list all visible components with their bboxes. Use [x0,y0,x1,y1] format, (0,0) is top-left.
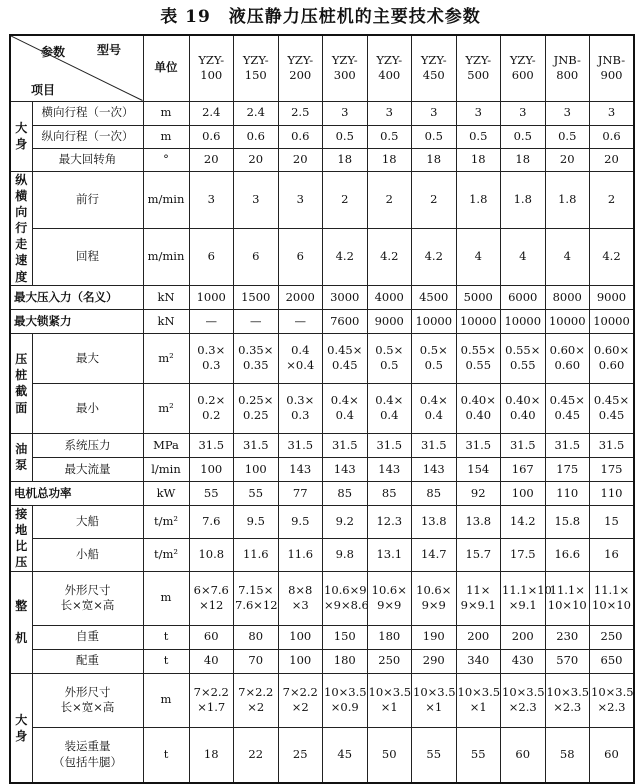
value-cell: 7.15× 7.6×12 [234,571,279,625]
header-model: YZY- 400 [367,35,412,101]
header-model-label: 型号 [97,43,122,57]
spec-table [9,34,635,784]
table-row [10,383,634,433]
value-cell: 77 [278,481,323,505]
value-cell: 10000 [590,309,635,333]
value-cell: 2 [323,171,368,228]
value-cell: 2.4 [189,101,234,125]
value-cell: 10000 [501,309,546,333]
value-cell: 0.3× 0.3 [189,333,234,383]
row-unit: l/min [143,457,189,481]
value-cell: 18 [412,148,457,171]
table-row [10,505,634,538]
header-model: YZY- 150 [234,35,279,101]
value-cell: 0.4× 0.4 [367,383,412,433]
value-cell: 10×3.5 ×1 [456,673,501,727]
value-cell: 0.45× 0.45 [323,333,368,383]
value-cell: 0.5 [501,125,546,148]
value-cell: 143 [278,457,323,481]
row-label: 电机总功率 [10,481,143,505]
value-cell: 20 [234,148,279,171]
table-row [10,171,634,228]
value-cell: 18 [367,148,412,171]
table-row [10,571,634,625]
row-unit: t [143,727,189,783]
group-label: 大 身 [10,673,32,783]
value-cell: 0.3× 0.3 [278,383,323,433]
value-cell: 10×3.5 ×2.3 [545,673,590,727]
header-model: YZY- 200 [278,35,323,101]
value-cell: 4.2 [412,228,457,285]
value-cell: 143 [323,457,368,481]
value-cell: 25 [278,727,323,783]
header-model: YZY- 300 [323,35,368,101]
value-cell: 0.45× 0.45 [590,383,635,433]
value-cell: 175 [545,457,590,481]
value-cell: 143 [367,457,412,481]
group-label: 整 机 [10,571,32,673]
value-cell: 0.60× 0.60 [545,333,590,383]
value-cell: 31.5 [412,433,457,457]
value-cell: 7×2.2 ×2 [278,673,323,727]
value-cell: 9000 [590,285,635,309]
row-unit: m² [143,383,189,433]
value-cell: 4500 [412,285,457,309]
value-cell: 55 [234,481,279,505]
value-cell: 4 [545,228,590,285]
value-cell: 31.5 [590,433,635,457]
value-cell: 14.2 [501,505,546,538]
value-cell: 10.6× 9×9 [367,571,412,625]
value-cell: 18 [189,727,234,783]
value-cell: 0.5 [545,125,590,148]
value-cell: 16 [590,538,635,571]
value-cell: 4.2 [323,228,368,285]
value-cell: 0.55× 0.55 [501,333,546,383]
value-cell: 6 [189,228,234,285]
value-cell: 0.45× 0.45 [545,383,590,433]
header-diagonal-cell [10,35,143,101]
row-label: 最大回转角 [32,148,143,171]
value-cell: 100 [501,481,546,505]
table-row [10,625,634,649]
value-cell: 9.5 [234,505,279,538]
value-cell: 9000 [367,309,412,333]
header-unit: 单位 [143,35,189,101]
value-cell: 4.2 [590,228,635,285]
row-label: 最小 [32,383,143,433]
value-cell: 650 [590,649,635,673]
row-label: 最大 [32,333,143,383]
value-cell: 10.6×9 ×9×8.6 [323,571,368,625]
row-unit: MPa [143,433,189,457]
row-unit: t/m² [143,505,189,538]
row-label: 外形尺寸 长×宽×高 [32,673,143,727]
value-cell: 1000 [189,285,234,309]
value-cell: 0.5× 0.5 [412,333,457,383]
value-cell: — [278,309,323,333]
value-cell: 6 [234,228,279,285]
value-cell: 10×3.5 ×1 [367,673,412,727]
value-cell: 143 [412,457,457,481]
value-cell: 60 [501,727,546,783]
value-cell: 20 [590,148,635,171]
header-model: JNB- 800 [545,35,590,101]
value-cell: 55 [412,727,457,783]
value-cell: 70 [234,649,279,673]
value-cell: 50 [367,727,412,783]
row-label: 前行 [32,171,143,228]
value-cell: 11× 9×9.1 [456,571,501,625]
value-cell: 13.1 [367,538,412,571]
value-cell: 230 [545,625,590,649]
value-cell: 2 [412,171,457,228]
row-unit: t [143,649,189,673]
value-cell: 1500 [234,285,279,309]
value-cell: 1.8 [545,171,590,228]
value-cell: 3 [234,171,279,228]
value-cell: 58 [545,727,590,783]
row-unit: ° [143,148,189,171]
value-cell: 200 [456,625,501,649]
value-cell: 3 [545,101,590,125]
value-cell: 7600 [323,309,368,333]
header-model: JNB- 900 [590,35,635,101]
value-cell: 290 [412,649,457,673]
row-label: 回程 [32,228,143,285]
value-cell: 11.1× 10×10 [590,571,635,625]
value-cell: 3 [590,101,635,125]
value-cell: 167 [501,457,546,481]
value-cell: 340 [456,649,501,673]
table-row [10,433,634,457]
value-cell: 3 [456,101,501,125]
value-cell: 4 [456,228,501,285]
value-cell: 6 [278,228,323,285]
row-unit: kN [143,285,189,309]
row-label: 小船 [32,538,143,571]
row-unit: kN [143,309,189,333]
value-cell: — [234,309,279,333]
value-cell: 15 [590,505,635,538]
table-row [10,649,634,673]
value-cell: 14.7 [412,538,457,571]
value-cell: 2000 [278,285,323,309]
value-cell: 3 [501,101,546,125]
value-cell: 0.5 [367,125,412,148]
value-cell: 0.6 [189,125,234,148]
value-cell: 22 [234,727,279,783]
value-cell: 3 [367,101,412,125]
value-cell: 0.5 [412,125,457,148]
value-cell: 11.6 [278,538,323,571]
table-row [10,727,634,783]
value-cell: 1.8 [501,171,546,228]
value-cell: 100 [234,457,279,481]
value-cell: 0.40× 0.40 [501,383,546,433]
value-cell: 0.55× 0.55 [456,333,501,383]
value-cell: 4000 [367,285,412,309]
row-unit: m [143,571,189,625]
value-cell: 10.8 [189,538,234,571]
value-cell: 13.8 [456,505,501,538]
header-model: YZY- 100 [189,35,234,101]
value-cell: 0.4 ×0.4 [278,333,323,383]
row-label: 装运重量 （包括牛腿） [32,727,143,783]
value-cell: 3000 [323,285,368,309]
value-cell: — [189,309,234,333]
group-label: 油 泵 [10,433,32,481]
value-cell: 11.6 [234,538,279,571]
row-unit: t/m² [143,538,189,571]
value-cell: 55 [189,481,234,505]
value-cell: 15.7 [456,538,501,571]
value-cell: 31.5 [545,433,590,457]
value-cell: 154 [456,457,501,481]
value-cell: 18 [323,148,368,171]
value-cell: 0.4× 0.4 [412,383,457,433]
value-cell: 11.1× 10×10 [545,571,590,625]
value-cell: 15.8 [545,505,590,538]
value-cell: 31.5 [501,433,546,457]
value-cell: 0.2× 0.2 [189,383,234,433]
value-cell: 0.35× 0.35 [234,333,279,383]
value-cell: 0.25× 0.25 [234,383,279,433]
value-cell: 10000 [456,309,501,333]
value-cell: 2 [367,171,412,228]
row-unit: t [143,625,189,649]
value-cell: 10.6× 9×9 [412,571,457,625]
row-label: 最大压入力（名义） [10,285,143,309]
header-model: YZY- 600 [501,35,546,101]
value-cell: 250 [590,625,635,649]
value-cell: 2 [590,171,635,228]
value-cell: 11.1×10 ×9.1 [501,571,546,625]
value-cell: 570 [545,649,590,673]
value-cell: 10000 [545,309,590,333]
value-cell: 10×3.5 ×2.3 [590,673,635,727]
row-unit: m [143,673,189,727]
row-label: 大船 [32,505,143,538]
value-cell: 3 [278,171,323,228]
value-cell: 430 [501,649,546,673]
group-label: 纵横向 行走速度 [10,171,32,285]
header-item-label: 项目 [31,83,56,97]
value-cell: 0.6 [590,125,635,148]
group-label: 大 身 [10,101,32,171]
value-cell: 0.60× 0.60 [590,333,635,383]
value-cell: 180 [367,625,412,649]
value-cell: 31.5 [323,433,368,457]
value-cell: 80 [234,625,279,649]
value-cell: 9.5 [278,505,323,538]
value-cell: 18 [501,148,546,171]
value-cell: 0.5 [323,125,368,148]
value-cell: 20 [189,148,234,171]
header-row [10,35,634,101]
value-cell: 8000 [545,285,590,309]
row-label: 最大锁紧力 [10,309,143,333]
row-unit: m/min [143,228,189,285]
value-cell: 85 [412,481,457,505]
value-cell: 20 [278,148,323,171]
value-cell: 0.40× 0.40 [456,383,501,433]
value-cell: 92 [456,481,501,505]
value-cell: 31.5 [189,433,234,457]
value-cell: 100 [278,625,323,649]
value-cell: 0.4× 0.4 [323,383,368,433]
value-cell: 2.4 [234,101,279,125]
row-label: 配重 [32,649,143,673]
value-cell: 4.2 [367,228,412,285]
row-unit: m [143,101,189,125]
value-cell: 60 [189,625,234,649]
value-cell: 10×3.5 ×1 [412,673,457,727]
value-cell: 175 [590,457,635,481]
value-cell: 40 [189,649,234,673]
row-label: 系统压力 [32,433,143,457]
value-cell: 55 [456,727,501,783]
row-label: 横向行程（一次） [32,101,143,125]
value-cell: 9.2 [323,505,368,538]
value-cell: 16.6 [545,538,590,571]
value-cell: 100 [278,649,323,673]
value-cell: 5000 [456,285,501,309]
value-cell: 18 [456,148,501,171]
value-cell: 3 [323,101,368,125]
value-cell: 45 [323,727,368,783]
group-label: 接地比压 [10,505,32,571]
value-cell: 2.5 [278,101,323,125]
table-row [10,125,634,148]
value-cell: 10×3.5 ×0.9 [323,673,368,727]
table-row [10,101,634,125]
value-cell: 8×8 ×3 [278,571,323,625]
table-row [10,333,634,383]
row-label: 外形尺寸 长×宽×高 [32,571,143,625]
value-cell: 150 [323,625,368,649]
group-label: 压 桩 截 面 [10,333,32,433]
value-cell: 190 [412,625,457,649]
table-row [10,309,634,333]
value-cell: 0.6 [278,125,323,148]
header-param-label: 参数 [41,45,66,59]
table-title: 表 19 液压静力压桩机的主要技术参数 [160,7,481,27]
row-label: 自重 [32,625,143,649]
table-row [10,148,634,171]
value-cell: 3 [189,171,234,228]
table-row [10,481,634,505]
value-cell: 180 [323,649,368,673]
table-row [10,538,634,571]
header-model: YZY- 500 [456,35,501,101]
value-cell: 10000 [412,309,457,333]
value-cell: 20 [545,148,590,171]
value-cell: 4 [501,228,546,285]
value-cell: 10×3.5 ×2.3 [501,673,546,727]
value-cell: 31.5 [367,433,412,457]
row-unit: kW [143,481,189,505]
row-label: 最大流量 [32,457,143,481]
value-cell: 9.8 [323,538,368,571]
row-unit: m² [143,333,189,383]
row-unit: m/min [143,171,189,228]
value-cell: 17.5 [501,538,546,571]
value-cell: 85 [323,481,368,505]
value-cell: 1.8 [456,171,501,228]
table-row [10,285,634,309]
table-row [10,673,634,727]
value-cell: 60 [590,727,635,783]
value-cell: 100 [189,457,234,481]
table-row [10,457,634,481]
value-cell: 6×7.6 ×12 [189,571,234,625]
value-cell: 13.8 [412,505,457,538]
value-cell: 6000 [501,285,546,309]
value-cell: 110 [590,481,635,505]
table-row [10,228,634,285]
header-model: YZY- 450 [412,35,457,101]
value-cell: 85 [367,481,412,505]
row-label: 纵向行程（一次） [32,125,143,148]
value-cell: 31.5 [456,433,501,457]
value-cell: 0.5× 0.5 [367,333,412,383]
value-cell: 7×2.2 ×2 [234,673,279,727]
value-cell: 7.6 [189,505,234,538]
value-cell: 110 [545,481,590,505]
value-cell: 0.5 [456,125,501,148]
row-unit: m [143,125,189,148]
value-cell: 12.3 [367,505,412,538]
value-cell: 250 [367,649,412,673]
value-cell: 7×2.2 ×1.7 [189,673,234,727]
value-cell: 3 [412,101,457,125]
value-cell: 31.5 [234,433,279,457]
value-cell: 31.5 [278,433,323,457]
value-cell: 0.6 [234,125,279,148]
value-cell: 200 [501,625,546,649]
